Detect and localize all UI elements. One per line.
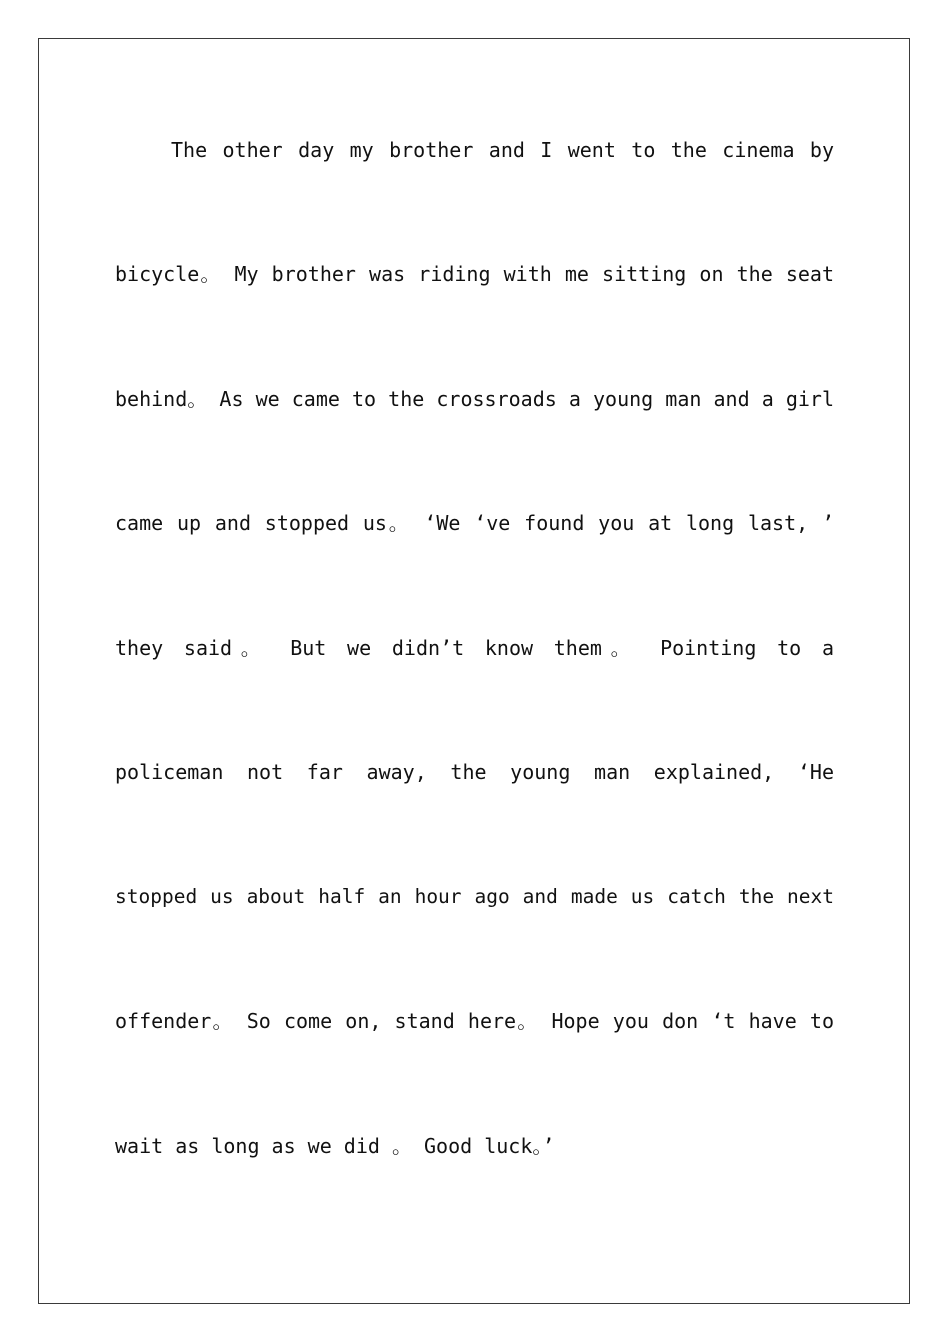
paragraph-line: came up and stopped us。 ‘We ‘ve found you at long last, ’	[115, 511, 834, 535]
paragraph-line: offender。 So come on, stand here。 Hope you don ‘t have to	[115, 1009, 834, 1033]
paragraph-line: wait as long as we did 。 Good luck。’	[115, 1134, 555, 1158]
paragraph-line: they said。 But we didn’t know them。 Pointing to a	[115, 636, 834, 660]
paragraph-line: bicycle。 My brother was riding with me sitting on the seat	[115, 262, 834, 286]
paragraph-line: behind。 As we came to the crossroads a young man and a girl	[115, 387, 834, 411]
paragraph-line: stopped us about half an hour ago and made us catch the next	[115, 885, 834, 908]
paragraph-line: The other day my brother and I went to the cinema by	[171, 138, 834, 162]
page-border	[38, 38, 910, 1304]
paragraph-line: policeman not far away, the young man explained, ‘He	[115, 760, 834, 784]
